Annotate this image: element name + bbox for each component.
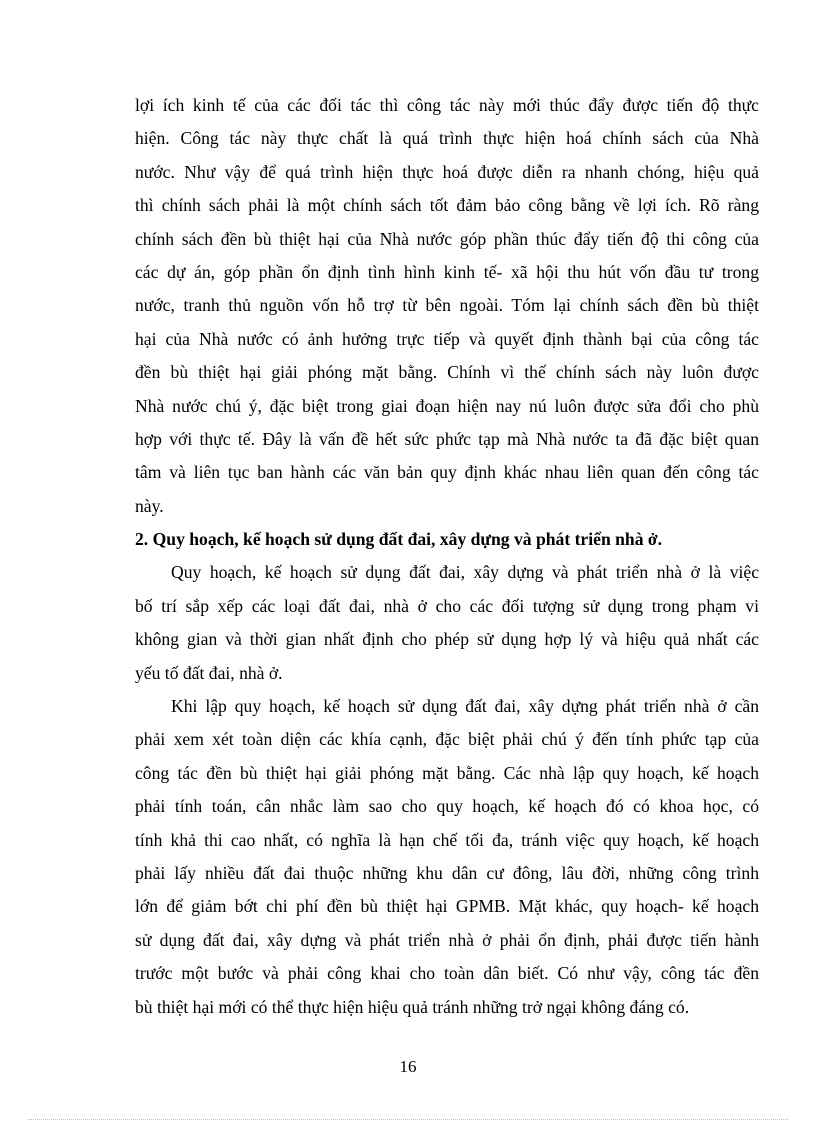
text-line: Nhà nước chú ý, đặc biệt trong giai đoạn hiện nay nú luôn được sửa đổi cho phù — [135, 395, 759, 416]
text-line: lợi ích kinh tế của các đối tác thì công tác này mới thúc đẩy được tiến độ thực — [135, 95, 759, 115]
page-number: 16 — [399, 1057, 417, 1076]
section-heading: 2. Quy hoạch, kế hoạch sử dụng đất đai, xây dựng và phát triển nhà ở. — [135, 529, 663, 550]
text-line: chính sách đền bù thiệt hại của Nhà nước góp phần thúc đẩy tiến độ thi công của — [135, 228, 759, 249]
text-line: các dự án, góp phần ổn định tình hình kinh tế- xã hội thu hút vốn đầu tư trong — [135, 261, 759, 282]
text-line: hiện. Công tác này thực chất là quá trình thực hiện hoá chính sách của Nhà — [135, 128, 759, 149]
text-line: Khi lập quy hoạch, kế hoạch sử dụng đất đai, xây dựng phát triển nhà ở cần — [171, 696, 759, 717]
text-line: bố trí sắp xếp các loại đất đai, nhà ở cho các đối tượng sử dụng trong phạm vi — [135, 595, 759, 616]
text-line: phải tính toán, cân nhắc làm sao cho quy hoạch, kế hoạch đó có khoa học, có — [135, 796, 759, 817]
text-line: không gian và thời gian nhất định cho phép sử dụng hợp lý và hiệu quả nhất các — [135, 629, 759, 650]
text-line: yếu tố đất đai, nhà ở. — [135, 662, 283, 683]
text-line: tâm và liên tục ban hành các văn bản quy định khác nhau liên quan đến công tác — [135, 462, 759, 483]
text-line: hợp với thực tế. Đây là vấn đề hết sức phức tạp mà Nhà nước ta đã đặc biệt quan — [135, 428, 759, 449]
paragraph-policy-compensation — [135, 89, 759, 523]
text-line: sử dụng đất đai, xây dựng và phát triển nhà ở phải ổn định, phải được tiến hành — [135, 929, 759, 950]
text-line: thì chính sách phải là một chính sách tốt đảm bảo công bằng về lợi ích. Rõ ràng — [135, 195, 759, 216]
text-line: hại của Nhà nước có ảnh hưởng trực tiếp và quyết định thành bại của công tác — [135, 328, 759, 349]
page-bottom-divider — [28, 1119, 788, 1120]
text-line: phải xem xét toàn diện các khía cạnh, đặc biệt phải chú ý đến tính phức tạp của — [135, 729, 759, 750]
paragraph-planning-definition — [135, 556, 759, 690]
text-line: phải lấy nhiều đất đai thuộc những khu dân cư đông, lâu đời, những công trình — [135, 862, 759, 883]
text-line: bù thiệt hại mới có thể thực hiện hiệu quả tránh những trở ngại không đáng có. — [135, 996, 690, 1017]
text-line: nước, tranh thủ nguồn vốn hỗ trợ từ bên ngoài. Tóm lại chính sách đền bù thiệt — [135, 295, 759, 316]
text-line: công tác đền bù thiệt hại giải phóng mặt bằng. Các nhà lập quy hoạch, kế hoạch — [135, 762, 759, 783]
text-line: nước. Như vậy để quá trình hiện thực hoá được diễn ra nhanh chóng, hiệu quả — [135, 161, 759, 182]
text-line: Quy hoạch, kế hoạch sử dụng đất đai, xây dựng và phát triển nhà ở là việc — [171, 562, 759, 583]
page-body — [135, 89, 759, 1024]
text-line: đền bù thiệt hại giải phóng mặt bằng. Chính vì thế chính sách này luôn được — [135, 362, 759, 383]
text-line: trước một bước và phải công khai cho toàn dân biết. Có như vậy, công tác đền — [135, 963, 759, 984]
paragraph-planning-considerations — [135, 690, 759, 1024]
text-line: lớn để giảm bớt chi phí đền bù thiệt hại GPMB. Mặt khác, quy hoạch- kế hoạch — [135, 896, 759, 917]
text-line: này. — [135, 495, 164, 516]
text-line: tính khả thi cao nhất, có nghĩa là hạn chế tối đa, tránh việc quy hoạch, kế hoạch — [135, 829, 759, 850]
